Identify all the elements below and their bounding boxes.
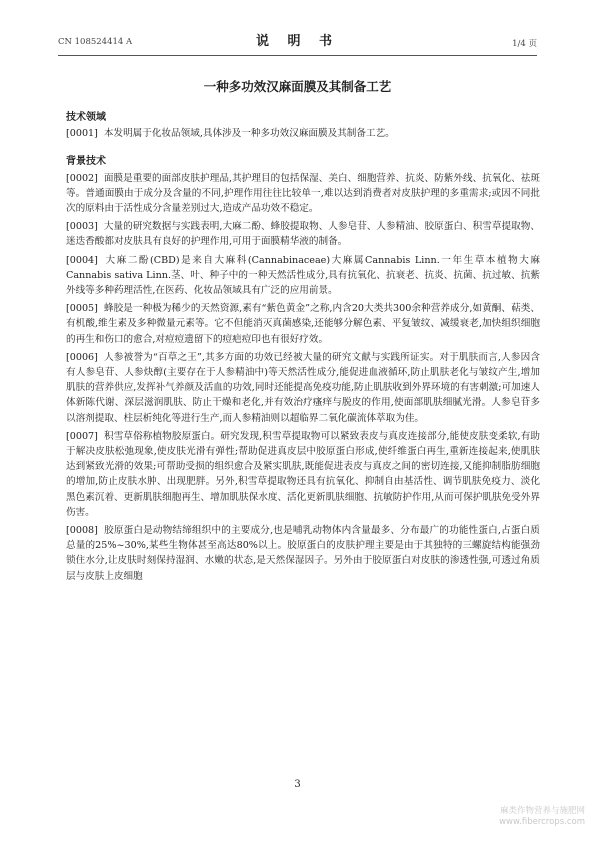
watermark-site-name: 麻类作物营养与施肥网 [499, 806, 585, 816]
page-header [58, 30, 537, 52]
patent-number: CN 108524414 A [58, 37, 133, 47]
paragraph-number: [0005] [66, 303, 98, 315]
paragraph-text: 面膜是重要的面部皮肤护理品,其护理目的包括保湿、美白、细胞营养、抗炎、防紫外线、抗氧化、祛斑等。普通面膜由于成分及含量的不同,护理作用往往比较单一,难以达到消费者对皮肤护理的多重需求;或因不同批次的原料由于活性成分含量差别过大,造成产品功效不稳定。 [66, 172, 540, 215]
document-body [66, 110, 540, 587]
paragraph [66, 350, 540, 426]
paragraph [66, 301, 540, 347]
paragraph-text: 大麻二酚(CBD)是来自大麻科(Cannabinaceae)大麻属Cannabis Linn.一年生草本植物大麻Cannabis sativa Linn.茎、叶、种子中的一种天然活性成分,具有抗氧化、抗衰老、抗炎、抗菌、抗过敏、抗紫外线等多种药理活性,在医药、化妆品领域具有广泛的应用前景。 [66, 254, 540, 297]
paragraph [66, 126, 540, 141]
paragraph-number: [0007] [66, 430, 98, 442]
paragraph-text: 大量的研究数据与实践表明,大麻二酚、蜂胶提取物、人参皂苷、人参精油、胶原蛋白、积雪草提取物、迷迭香酸都对皮肤具有良好的护理作用,可用于面膜精华液的制备。 [66, 221, 540, 248]
paragraph-text: 蜂胶是一种极为稀少的天然资源,素有“紫色黄金”之称,内含20大类共300余种营养成分,如黄酮、萜类、有机酸,维生素及多种微量元素等。它不但能消灭真菌感染,还能够分解色素、平复皱纹、减缓衰老,加快组织细胞的再生和伤口的愈合,对痘痘遗留下的痘疤痘印也有很好疗效。 [66, 303, 540, 345]
paragraph [66, 171, 540, 217]
paragraph-text: 本发明属于化妆品领域,具体涉及一种多功效汉麻面膜及其制备工艺。 [103, 128, 395, 140]
paragraph-text: 人参被誉为“百草之王”,其多方面的功效已经被大量的研究文献与实践所证实。对于肌肤而言,人参因含有人参皂苷、人参炔醇(主要存在于人参精油中)等天然活性成分,能促进血液循环,防止肌肤老化与皱纹产生,增加肌肤的营养供应,发挥补气养颜及活血的功效,同时还能提高免疫功能,防止肌肤收到外界环境的有害刺激;可加速人体新陈代谢、深层滋润肌肤、防止干燥和老化,并有效治疗瘙痒与脱皮的作用,使面部肌肤细腻光滑。人参皂苷多以溶剂提取、柱层析纯化等进行生产,而人参精油则以超临界二氧化碳流体萃取为佳。 [66, 351, 540, 424]
document-title: 一种多功效汉麻面膜及其制备工艺 [203, 79, 392, 94]
paragraph-number: [0001] [66, 128, 98, 140]
page-number: 3 [294, 779, 301, 790]
paragraph [66, 523, 540, 584]
paragraph-text: 积雪草俗称植物胶原蛋白。研究发现,积雪草提取物可以紧致表皮与真皮连接部分,能使皮肤变柔软,有助于解决皮肤松弛现象,使皮肤光滑有弹性;帮助促进真皮层中胶原蛋白形成,使纤维蛋白再生,重新连接起来,使肌肤达到紧致光滑的效果;可帮助受损的组织愈合及紧实肌肤,既能促进表皮与真皮之间的密切连接,又能抑制脂肪细胞的增加,防止皮肤水肿、出现肥胖。另外,积雪草提取物还具有抗氧化、抑制自由基活性、调节肌肤免疫力、淡化黑色素沉着、更新肌肤细胞再生、增加肌肤保水度、活化更新肌肤细胞、抗敏防护作用,从而可保护肌肤免受外界伤害。 [66, 430, 540, 518]
document-type: 说 明 书 [255, 34, 340, 49]
paragraph [66, 253, 540, 299]
section-heading-technical-field: 技术领域 [66, 112, 106, 123]
paragraph-number: [0004] [66, 254, 98, 266]
paragraph-text: 胶原蛋白是动物结缔组织中的主要成分,也是哺乳动物体内含量最多、分布最广的功能性蛋白,占蛋白质总量的25%~30%,某些生物体甚至高达80%以上。胶原蛋白的皮肤护理主要是由于其独特的三螺旋结构能强劲锁住水分,让皮肤时刻保持湿润、水嫩的状态,是天然保湿因子。另外由于胶原蛋白对皮肤的渗透性强,可透过角质层与皮肤上皮细胞 [66, 525, 540, 582]
paragraph-number: [0002] [66, 172, 98, 184]
header-divider [58, 55, 537, 56]
paragraph [66, 429, 540, 520]
paragraph-number: [0006] [66, 351, 98, 363]
watermark-url: www.fibercrops.com [499, 817, 585, 827]
section-heading-background: 背景技术 [66, 156, 106, 168]
page-indicator: 1/4 页 [512, 39, 537, 49]
paragraph [66, 219, 540, 249]
paragraph-number: [0003] [66, 221, 98, 233]
paragraph-number: [0008] [66, 525, 98, 537]
site-watermark [499, 806, 585, 828]
